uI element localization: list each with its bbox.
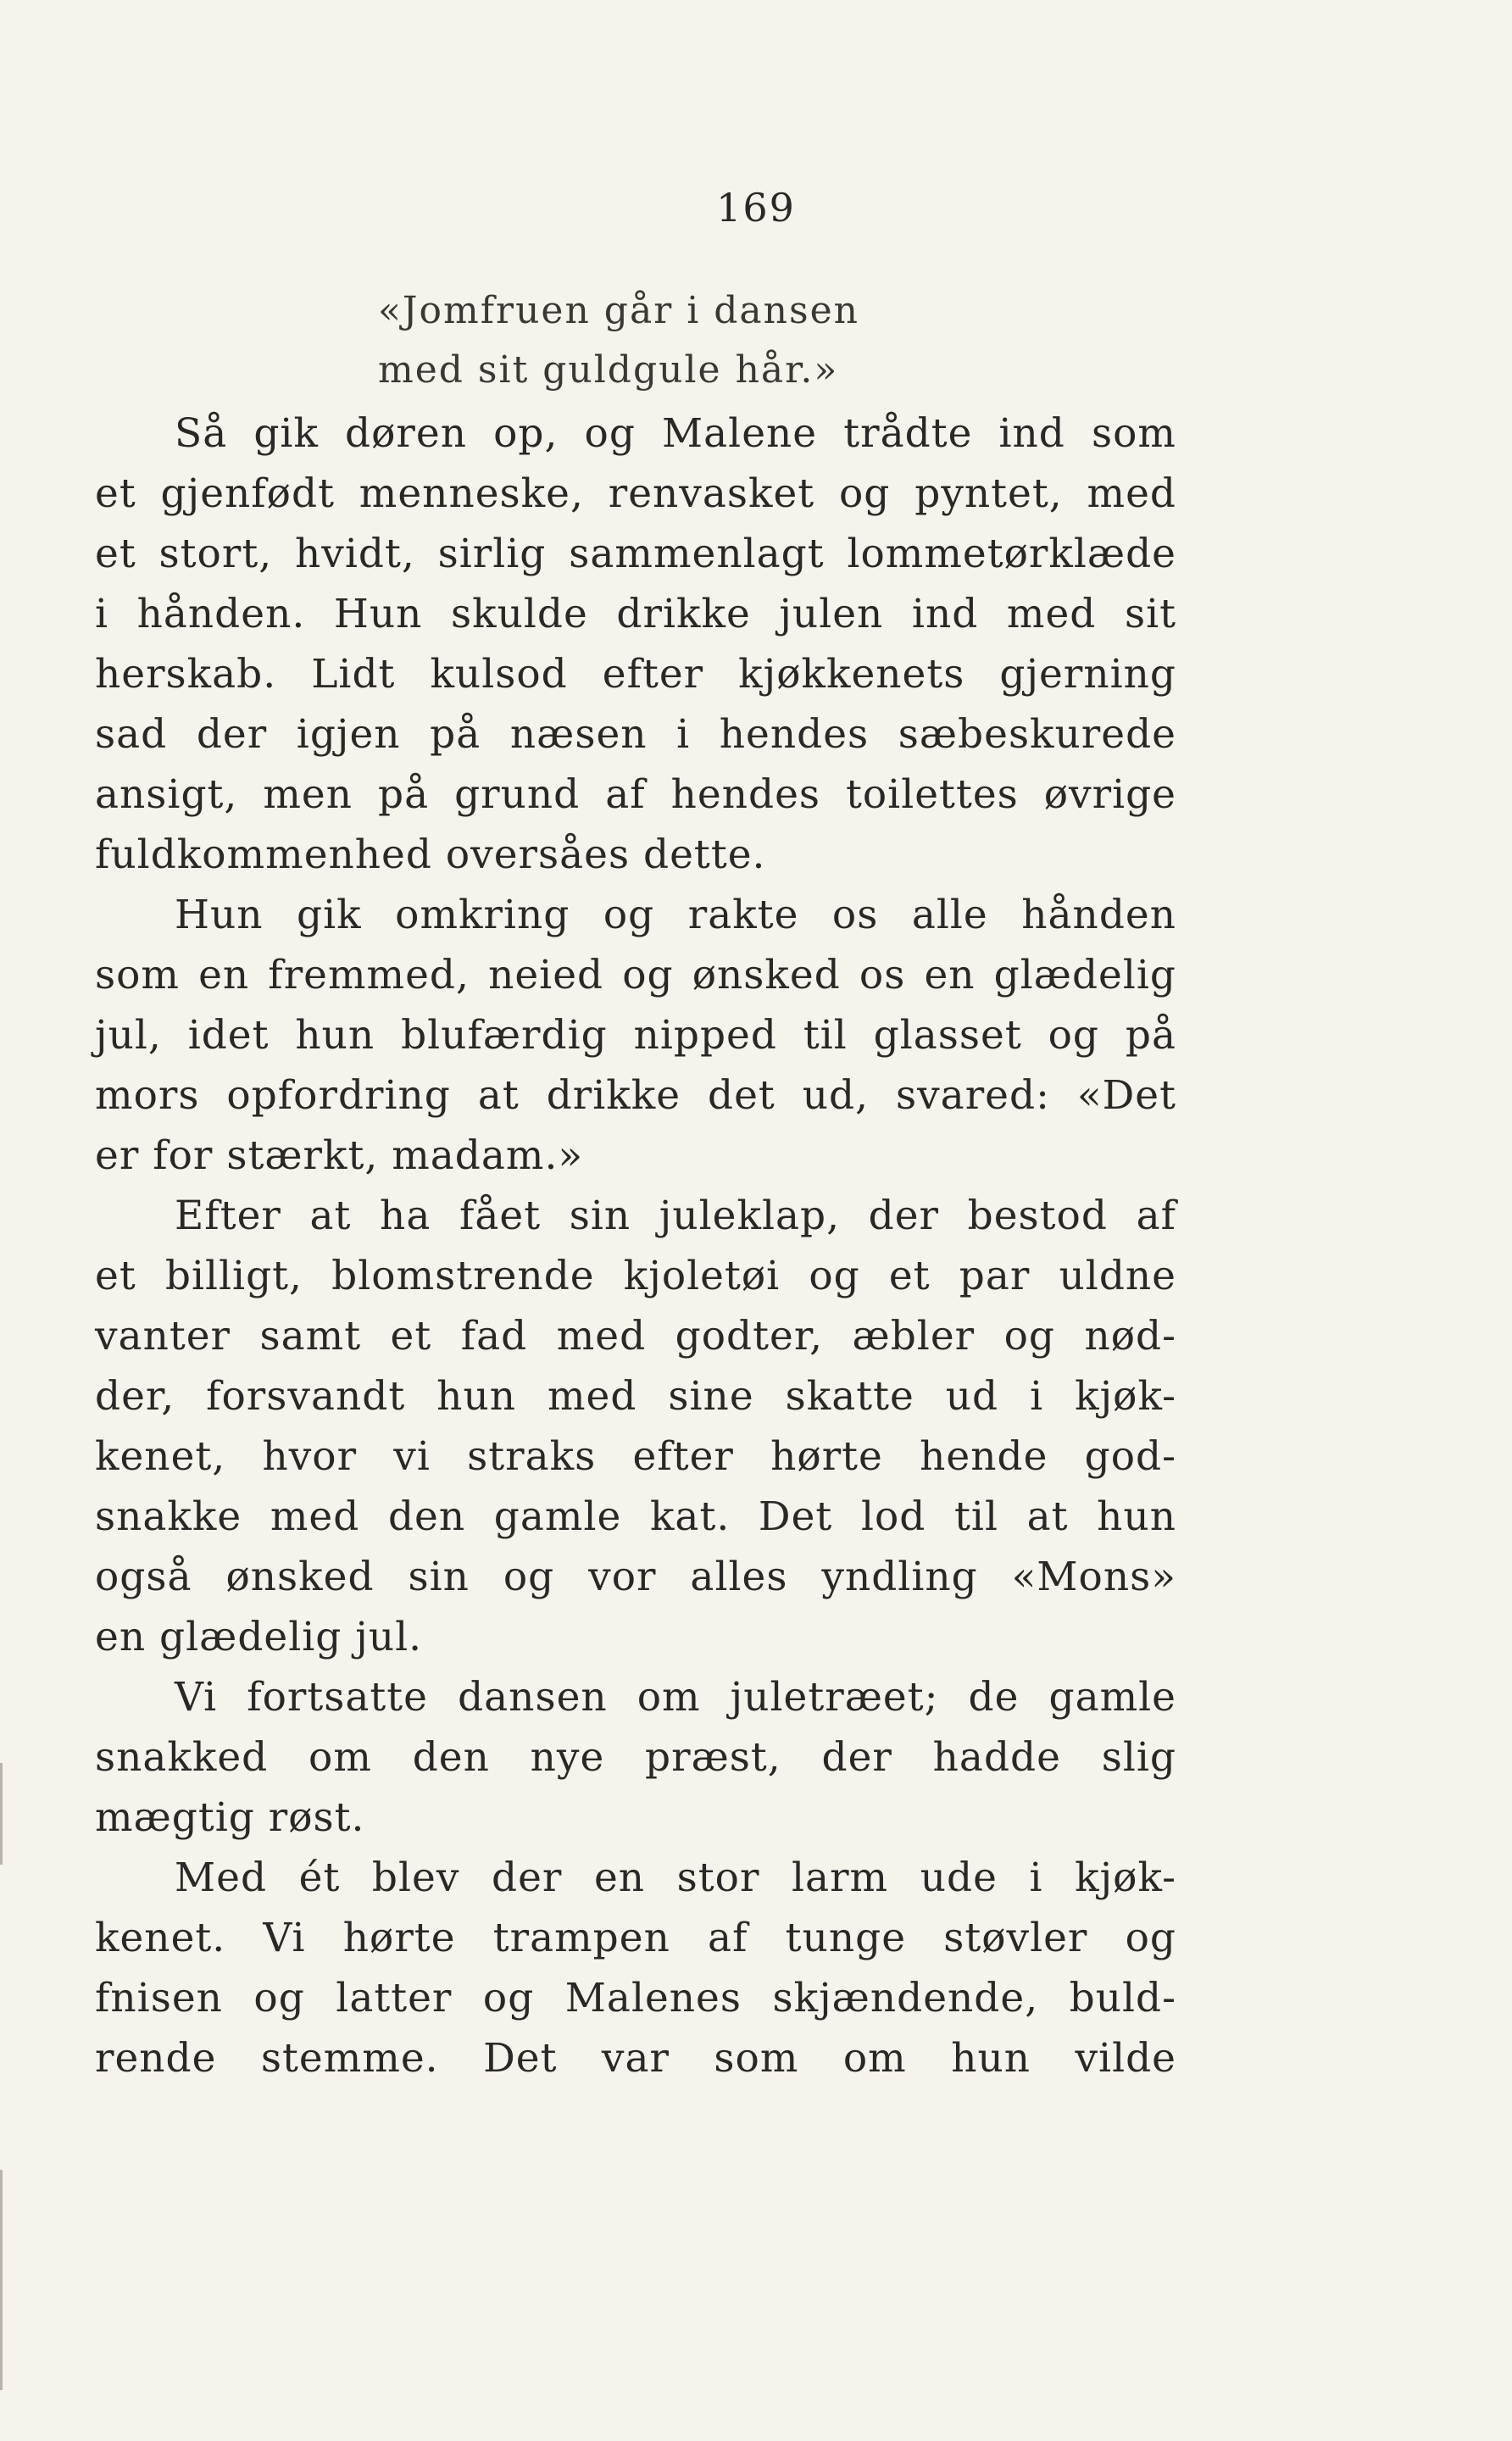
text-line: et stort, hvidt, sirlig sammenlagt lommetørklæde	[95, 531, 1176, 577]
text-line: Så gik døren op, og Malene trådte ind som	[175, 410, 1176, 457]
paragraph	[95, 885, 1176, 1186]
text-line: Hun gik omkring og rakte os alle hånden	[175, 892, 1176, 938]
text-line: er for stærkt, madam.»	[95, 1132, 584, 1179]
page-number: 169	[716, 185, 796, 231]
text-line: Efter at ha fået sin juleklap, der bestod af	[175, 1193, 1176, 1239]
text-line: kenet, hvor vi straks efter hørte hende god-	[95, 1433, 1176, 1480]
text-line: en glædelig jul.	[95, 1614, 423, 1660]
text-line: kenet. Vi hørte trampen af tunge støvler og	[95, 1915, 1176, 1961]
paragraph	[95, 1667, 1176, 1848]
text-line: Vi fortsatte dansen om juletræet; de gamle	[175, 1674, 1176, 1721]
text-line: mors opfordring at drikke det ud, svared: «Det	[95, 1072, 1176, 1119]
text-line: Med ét blev der en stor larm ude i kjøk-	[175, 1854, 1176, 1901]
text-line: mægtig røst.	[95, 1794, 365, 1841]
text-line: jul, idet hun blufærdig nipped til glasset og på	[95, 1012, 1176, 1059]
paragraph	[95, 1848, 1176, 2088]
text-line: der, forsvandt hun med sine skatte ud i kjøk-	[95, 1373, 1176, 1420]
body-text	[95, 403, 1176, 2088]
paragraph	[95, 1186, 1176, 1667]
text-line: rende stemme. Det var som om hun vilde	[95, 2035, 1176, 2082]
text-line: herskab. Lidt kulsod efter kjøkkenets gjerning	[95, 651, 1176, 698]
text-line: et gjenfødt menneske, renvasket og pyntet, med	[95, 470, 1176, 517]
text-line: snakke med den gamle kat. Det lod til at hun	[95, 1493, 1176, 1540]
paragraph	[95, 403, 1176, 885]
text-line: snakked om den nye præst, der hadde slig	[95, 1734, 1176, 1781]
text-line: fnisen og latter og Malenes skjændende, buld-	[95, 1975, 1176, 2021]
scan-edge-mark	[0, 2170, 3, 2390]
text-line: et billigt, blomstrende kjoletøi og et par uldne	[95, 1253, 1176, 1299]
verse-line: «Jomfruen går i dansen	[378, 289, 859, 332]
text-line: sad der igjen på næsen i hendes sæbeskurede	[95, 711, 1176, 758]
text-line: vanter samt et fad med godter, æbler og nød-	[95, 1313, 1176, 1360]
text-line: som en fremmed, neied og ønsked os en glædelig	[95, 952, 1176, 998]
scan-edge-mark	[0, 1763, 3, 1865]
verse-line: med sit guldgule hår.»	[378, 348, 839, 392]
text-line: i hånden. Hun skulde drikke julen ind med sit	[95, 591, 1176, 637]
text-line: ansigt, men på grund af hendes toilettes øvrige	[95, 771, 1176, 818]
text-line: fuldkommenhed oversåes dette.	[95, 831, 766, 878]
verse-quote	[378, 281, 859, 400]
text-line: også ønsked sin og vor alles yndling «Mons»	[95, 1554, 1176, 1600]
